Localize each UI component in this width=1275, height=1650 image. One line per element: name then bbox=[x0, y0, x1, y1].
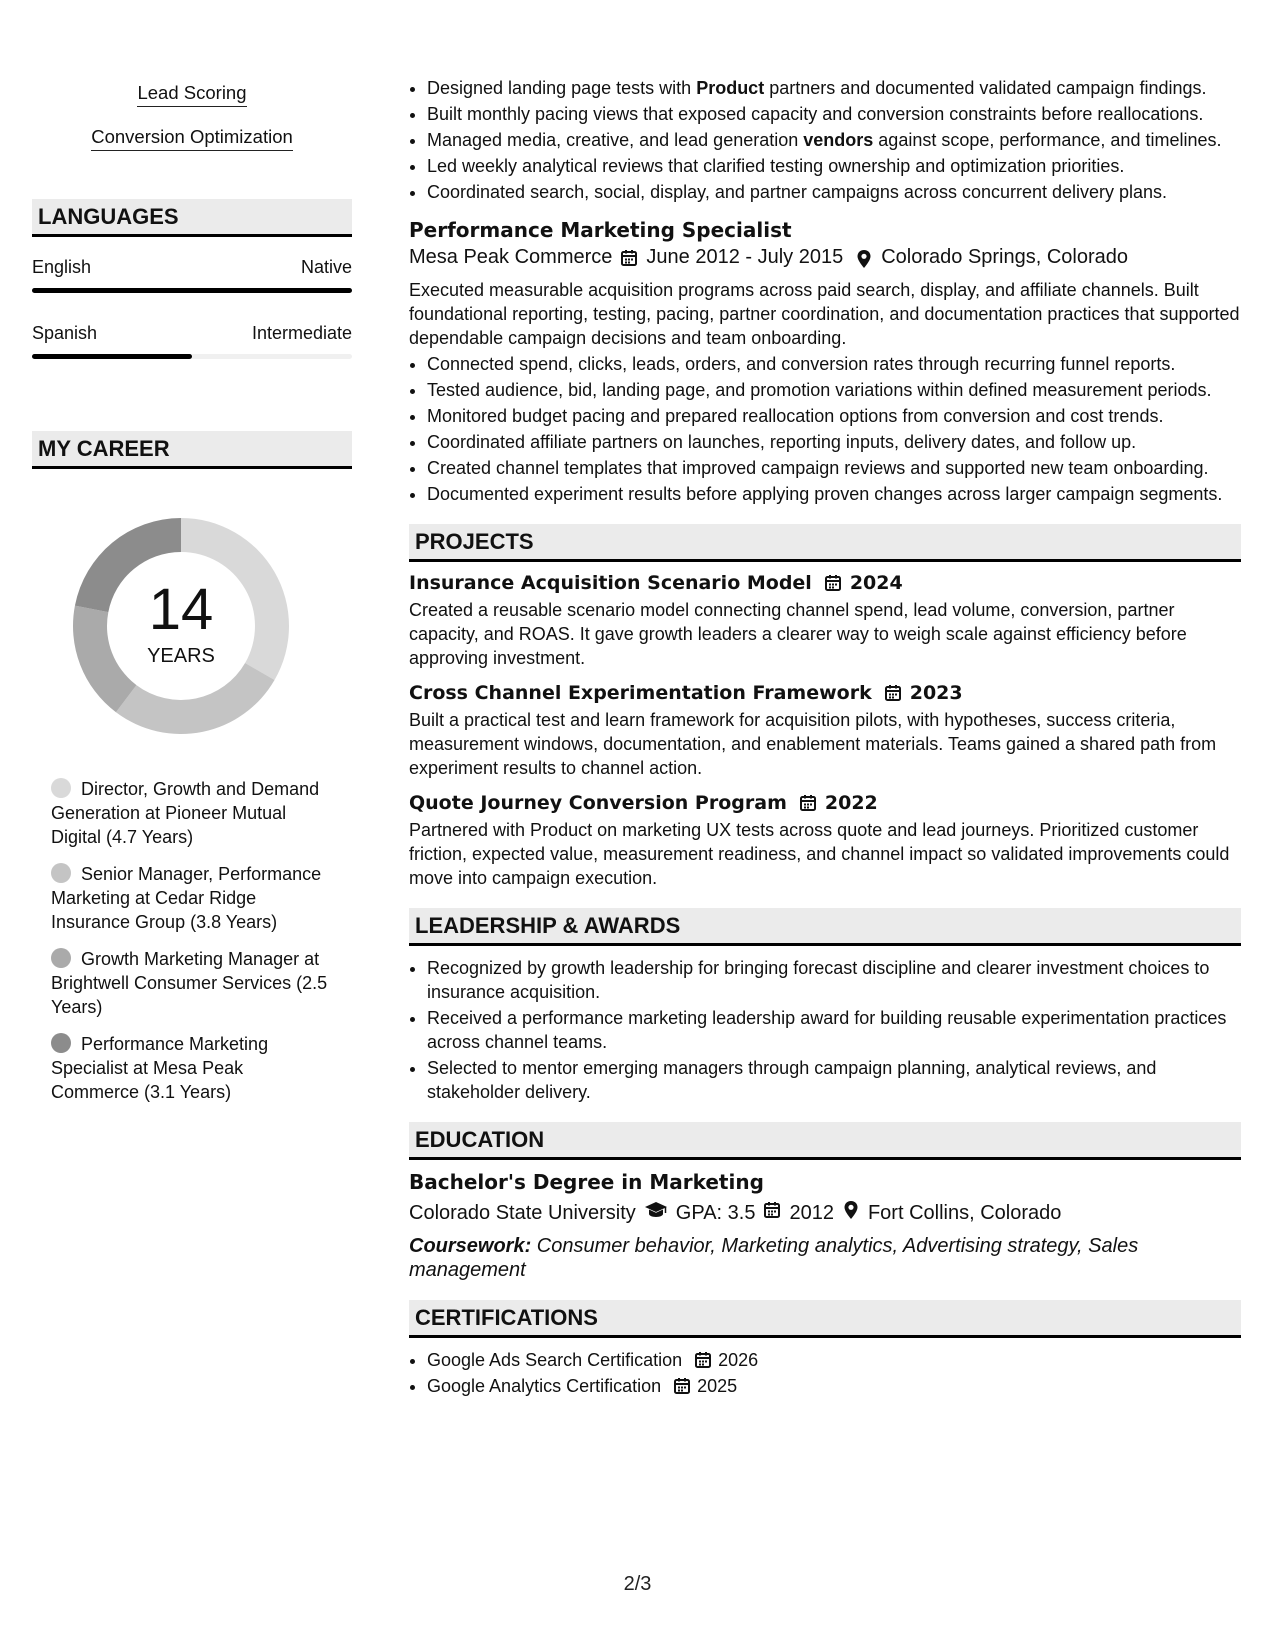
project-description: Created a reusable scenario model connecting channel spend, lead volume, conversion, partner capacity, and ROAS. It gave growth leaders a clearer way to weigh scale against efficiency before approving investment. bbox=[409, 600, 1187, 668]
language-level: Native bbox=[300, 257, 352, 277]
certification-item bbox=[427, 1348, 1241, 1372]
certification-year: 2025 bbox=[697, 1376, 738, 1396]
project-year: 2023 bbox=[909, 682, 963, 704]
education-heading: EDUCATION bbox=[409, 1122, 1241, 1160]
job-bullet: • Tested audience, bid, landing page, and promotion variations within defined measurement periods. bbox=[427, 378, 1241, 402]
language-entry bbox=[32, 257, 352, 293]
job-summary: Executed measurable acquisition programs across paid search, display, and affiliate channels. Built foundational reporting, testing, pacing, partner coordination, and documentation practices that supported dependable campaign decisions and team onboarding. bbox=[409, 280, 1240, 348]
job-title: Performance Marketing Specialist bbox=[409, 218, 792, 242]
job-bullets bbox=[409, 352, 1241, 506]
location-pin-icon bbox=[855, 249, 873, 267]
languages-heading: LANGUAGES bbox=[32, 199, 352, 237]
career-legend-text: Performance Marketing Specialist at Mesa Peak Commerce (3.1 Years) bbox=[51, 1034, 269, 1102]
school-location: Fort Collins, Colorado bbox=[867, 1201, 1062, 1224]
job-company: Mesa Peak Commerce bbox=[409, 246, 613, 268]
legend-dot bbox=[51, 948, 71, 968]
career-legend-item bbox=[51, 862, 331, 934]
main-content bbox=[409, 76, 1241, 1400]
leadership-heading: LEADERSHIP & AWARDS bbox=[409, 908, 1241, 946]
language-entry bbox=[32, 323, 352, 359]
language-bar bbox=[32, 288, 352, 293]
experience-bullet: • Coordinated search, social, display, and partner campaigns across concurrent delivery plans. bbox=[427, 180, 1241, 204]
career-legend-item bbox=[51, 947, 331, 1019]
school-name: Colorado State University bbox=[409, 1201, 636, 1224]
gpa: GPA: 3.5 bbox=[675, 1201, 756, 1224]
skill-item: Lead Scoring bbox=[32, 82, 352, 107]
project-description: Built a practical test and learn framework for acquisition pilots, with hypotheses, success criteria, measurement windows, documentation, and enablement materials. Teams gained a shared path from experiment results to channel action. bbox=[409, 710, 1217, 778]
calendar-icon bbox=[620, 249, 638, 267]
job-bullet: • Connected spend, clicks, leads, orders, and conversion rates through recurring funnel reports. bbox=[427, 352, 1241, 376]
experience-bullets bbox=[409, 76, 1241, 204]
legend-dot bbox=[51, 863, 71, 883]
skill-item: Conversion Optimization bbox=[32, 126, 352, 151]
legend-dot bbox=[51, 778, 71, 798]
job-bullet: • Coordinated affiliate partners on launches, reporting inputs, delivery dates, and follow up. bbox=[427, 430, 1241, 454]
education-meta bbox=[409, 1200, 1241, 1226]
certifications-list bbox=[409, 1348, 1241, 1398]
project-year: 2022 bbox=[824, 792, 878, 814]
calendar-icon bbox=[694, 1351, 712, 1369]
degree-title: Bachelor's Degree in Marketing bbox=[409, 1170, 764, 1194]
job-bullet: • Created channel templates that improved campaign reviews and supported new team onboarding. bbox=[427, 456, 1241, 480]
experience-bullet: • Designed landing page tests with Product partners and documented validated campaign findings. bbox=[427, 76, 1241, 100]
leadership-item: • Recognized by growth leadership for bringing forecast discipline and clearer investment choices to insurance acquisition. bbox=[427, 956, 1241, 1004]
career-legend bbox=[51, 777, 331, 1104]
job-dates: June 2012 - July 2015 bbox=[646, 246, 844, 268]
job-location: Colorado Springs, Colorado bbox=[881, 246, 1129, 268]
certification-item bbox=[427, 1374, 1241, 1398]
project-year: 2024 bbox=[849, 572, 903, 594]
career-legend-text: Director, Growth and Demand Generation at Pioneer Mutual Digital (4.7 Years) bbox=[51, 779, 320, 847]
calendar-icon bbox=[824, 574, 842, 592]
certification-year: 2026 bbox=[718, 1350, 759, 1370]
project-title: Cross Channel Experimentation Framework bbox=[409, 682, 872, 704]
project-title-row bbox=[409, 682, 1241, 704]
project-title: Quote Journey Conversion Program bbox=[409, 792, 787, 814]
project-title-row bbox=[409, 792, 1241, 814]
career-legend-text: Senior Manager, Performance Marketing at Cedar Ridge Insurance Group (3.8 Years) bbox=[51, 864, 322, 932]
certifications-heading: CERTIFICATIONS bbox=[409, 1300, 1241, 1338]
projects-heading: PROJECTS bbox=[409, 524, 1241, 562]
projects-list bbox=[409, 572, 1241, 890]
leadership-item: • Selected to mentor emerging managers through campaign planning, analytical reviews, and stakeholder delivery. bbox=[427, 1056, 1241, 1104]
career-total-years: 14 bbox=[148, 577, 214, 642]
certification-name: • Google Ads Search Certification bbox=[427, 1350, 683, 1370]
career-total-unit: YEARS bbox=[147, 645, 215, 667]
language-name: English bbox=[32, 257, 92, 277]
job-meta bbox=[409, 246, 1241, 269]
career-donut-chart bbox=[66, 511, 296, 741]
project-description: Partnered with Product on marketing UX tests across quote and lead journeys. Prioritized customer friction, expected value, measurement readiness, and channel impact so validated improvements could move into campaign execution. bbox=[409, 820, 1230, 888]
career-legend-item bbox=[51, 777, 331, 849]
certification-name: • Google Analytics Certification bbox=[427, 1376, 662, 1396]
calendar-icon bbox=[763, 1201, 781, 1225]
job-bullet: • Documented experiment results before applying proven changes across larger campaign segments. bbox=[427, 482, 1241, 506]
project-title-row bbox=[409, 572, 1241, 594]
sidebar bbox=[32, 82, 352, 1117]
legend-dot bbox=[51, 1033, 71, 1053]
language-name: Spanish bbox=[32, 323, 98, 343]
experience-bullet: • Managed media, creative, and lead generation vendors against scope, performance, and timelines. bbox=[427, 128, 1241, 152]
leadership-item: • Received a performance marketing leadership award for building reusable experimentation practices across channel teams. bbox=[427, 1006, 1241, 1054]
career-legend-item bbox=[51, 1032, 331, 1104]
calendar-icon bbox=[884, 684, 902, 702]
coursework: Coursework: Consumer behavior, Marketing analytics, Advertising strategy, Sales management bbox=[409, 1235, 1139, 1281]
graduation-cap-icon bbox=[644, 1201, 668, 1225]
career-legend-text: Growth Marketing Manager at Brightwell Consumer Services (2.5 Years) bbox=[51, 949, 328, 1017]
project-title: Insurance Acquisition Scenario Model bbox=[409, 572, 812, 594]
calendar-icon bbox=[799, 794, 817, 812]
calendar-icon bbox=[673, 1377, 691, 1395]
page-number: 2/3 bbox=[623, 1573, 652, 1595]
location-pin-icon bbox=[842, 1200, 860, 1226]
experience-bullet: • Built monthly pacing views that exposed capacity and conversion constraints before reallocations. bbox=[427, 102, 1241, 126]
experience-bullet: • Led weekly analytical reviews that clarified testing ownership and optimization priorities. bbox=[427, 154, 1241, 178]
graduation-year: 2012 bbox=[789, 1201, 834, 1224]
language-bar bbox=[32, 354, 352, 359]
language-level: Intermediate bbox=[251, 323, 352, 343]
job-bullet: • Monitored budget pacing and prepared reallocation options from conversion and cost trends. bbox=[427, 404, 1241, 428]
leadership-list bbox=[409, 956, 1241, 1104]
career-heading: MY CAREER bbox=[32, 431, 352, 469]
